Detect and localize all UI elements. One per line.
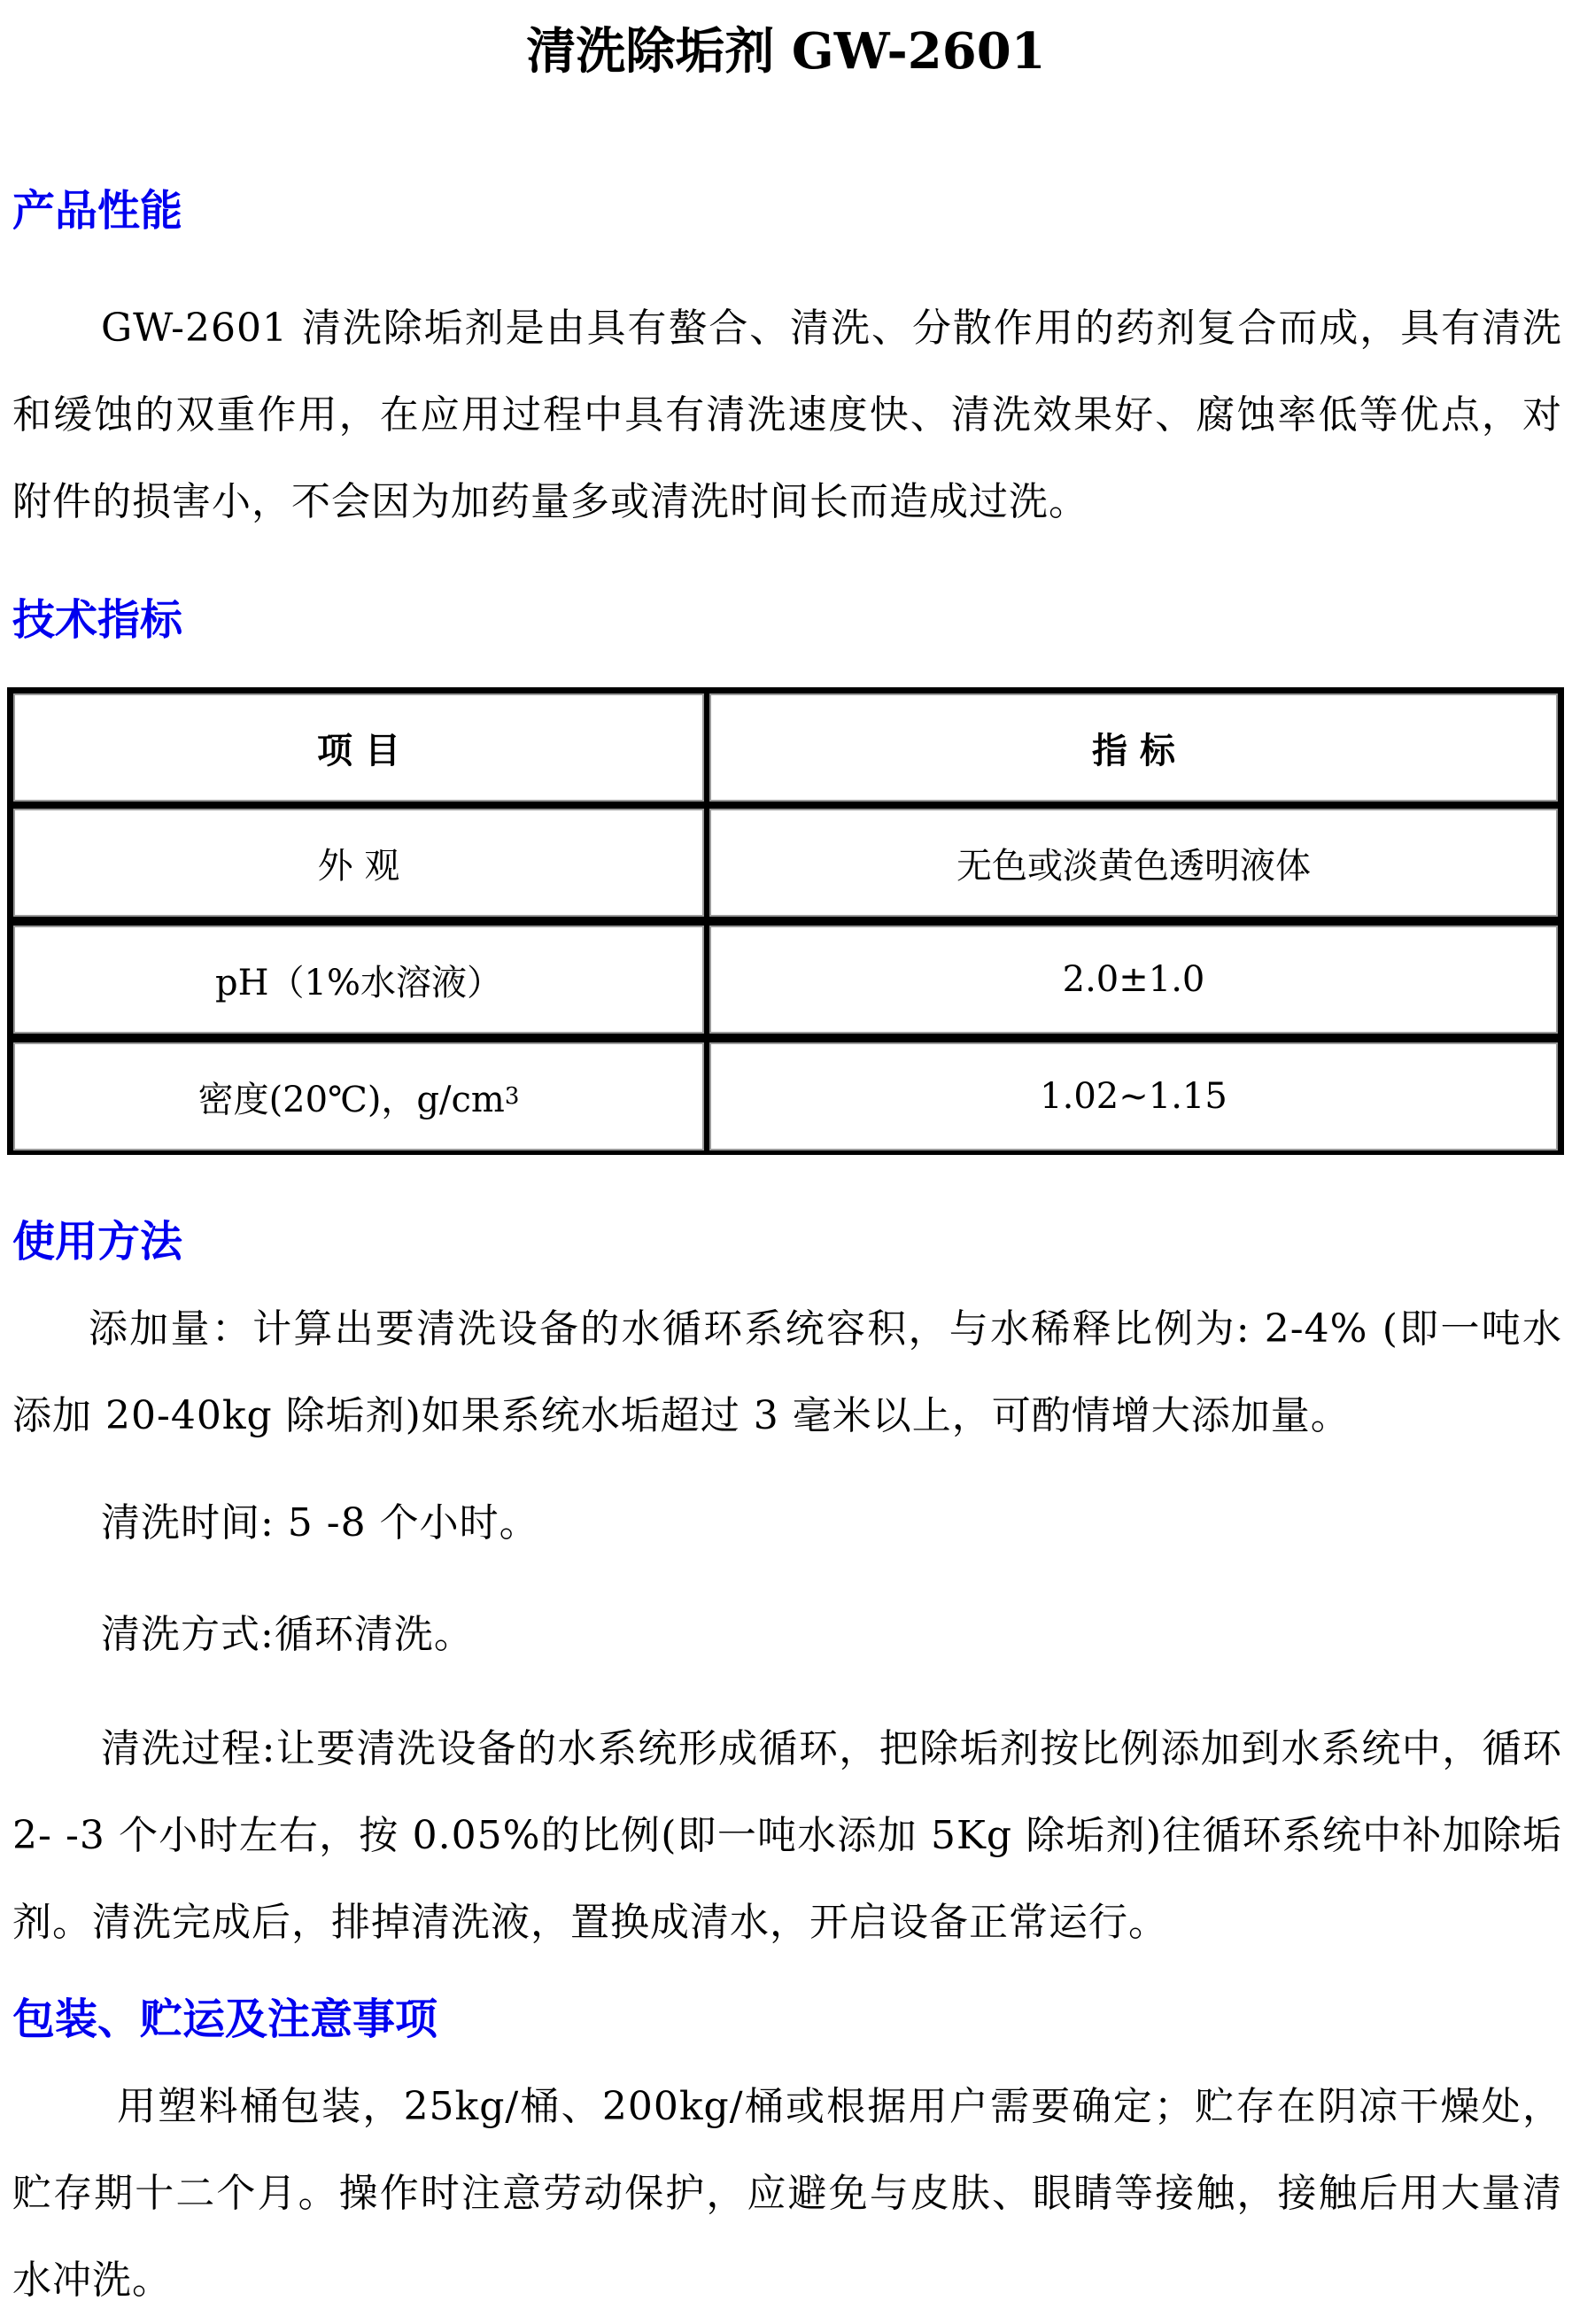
section-heading-specs: 技术指标 (12, 595, 183, 645)
usage-dosage-paragraph: 添加量：计算出要清洗设备的水循环系统容积，与水稀释比例为: 2-4% (即一吨水添加 20-40kg 除垢剂)如果系统水垢超过 3 毫米以上，可酌情增大添加量。 (12, 1306, 1562, 1438)
spec-table (7, 687, 1564, 1155)
spec-table-row (10, 1042, 1561, 1150)
spec-item-ph: pH（1%水溶液） (13, 926, 704, 1034)
usage-time-line: 清洗时间: 5 -8 个小时。 (101, 1500, 539, 1545)
spec-table-row (10, 926, 1561, 1034)
density-label: 密度(20℃)，g/cm (197, 1079, 505, 1120)
performance-paragraph: GW-2601 清洗除垢剂是由具有螯合、清洗、分散作用的药剂复合而成，具有清洗和缓蚀的双重作用，在应用过程中具有清洗速度快、清洗效果好、腐蚀率低等优点，对附件的损害小，不会因为加药量多或清洗时间长而造成过洗。 (12, 306, 1562, 524)
spec-item-appearance: 外 观 (13, 809, 704, 917)
spec-header-value: 指 标 (709, 693, 1558, 802)
spec-item-density: 密度(20℃)，g/cm 3 (13, 1042, 704, 1150)
spec-table-header-row (10, 693, 1561, 802)
usage-method-line: 清洗方式:循环清洗。 (101, 1612, 474, 1657)
page-title: 清洗除垢剂 GW-2601 (526, 22, 1046, 81)
spec-value-appearance: 无色或淡黄色透明液体 (709, 809, 1558, 917)
section-heading-usage: 使用方法 (12, 1217, 183, 1267)
spec-value-density: 1.02~1.15 (709, 1042, 1558, 1150)
usage-process-paragraph: 清洗过程:让要清洗设备的水系统形成循环，把除垢剂按比例添加到水系统中，循环 2- -3 个小时左右，按 0.05%的比例(即一吨水添加 5Kg 除垢剂)往循环系统中补加除垢剂。清洗完成后，排掉清洗液，置换成清水，开启设备正常运行。 (12, 1726, 1562, 1945)
spec-header-item: 项 目 (13, 693, 704, 802)
spec-value-ph: 2.0±1.0 (709, 926, 1558, 1034)
packaging-paragraph: 用塑料桶包装，25kg/桶、200kg/桶或根据用户需要确定；贮存在阴凉干燥处，贮存期十二个月。操作时注意劳动保护，应避免与皮肤、眼睛等接触，接触后用大量清水冲洗。 (12, 2084, 1562, 2303)
section-heading-performance: 产品性能 (12, 186, 183, 236)
spec-table-row (10, 809, 1561, 917)
section-heading-packaging: 包装、贮运及注意事项 (12, 1995, 438, 2044)
